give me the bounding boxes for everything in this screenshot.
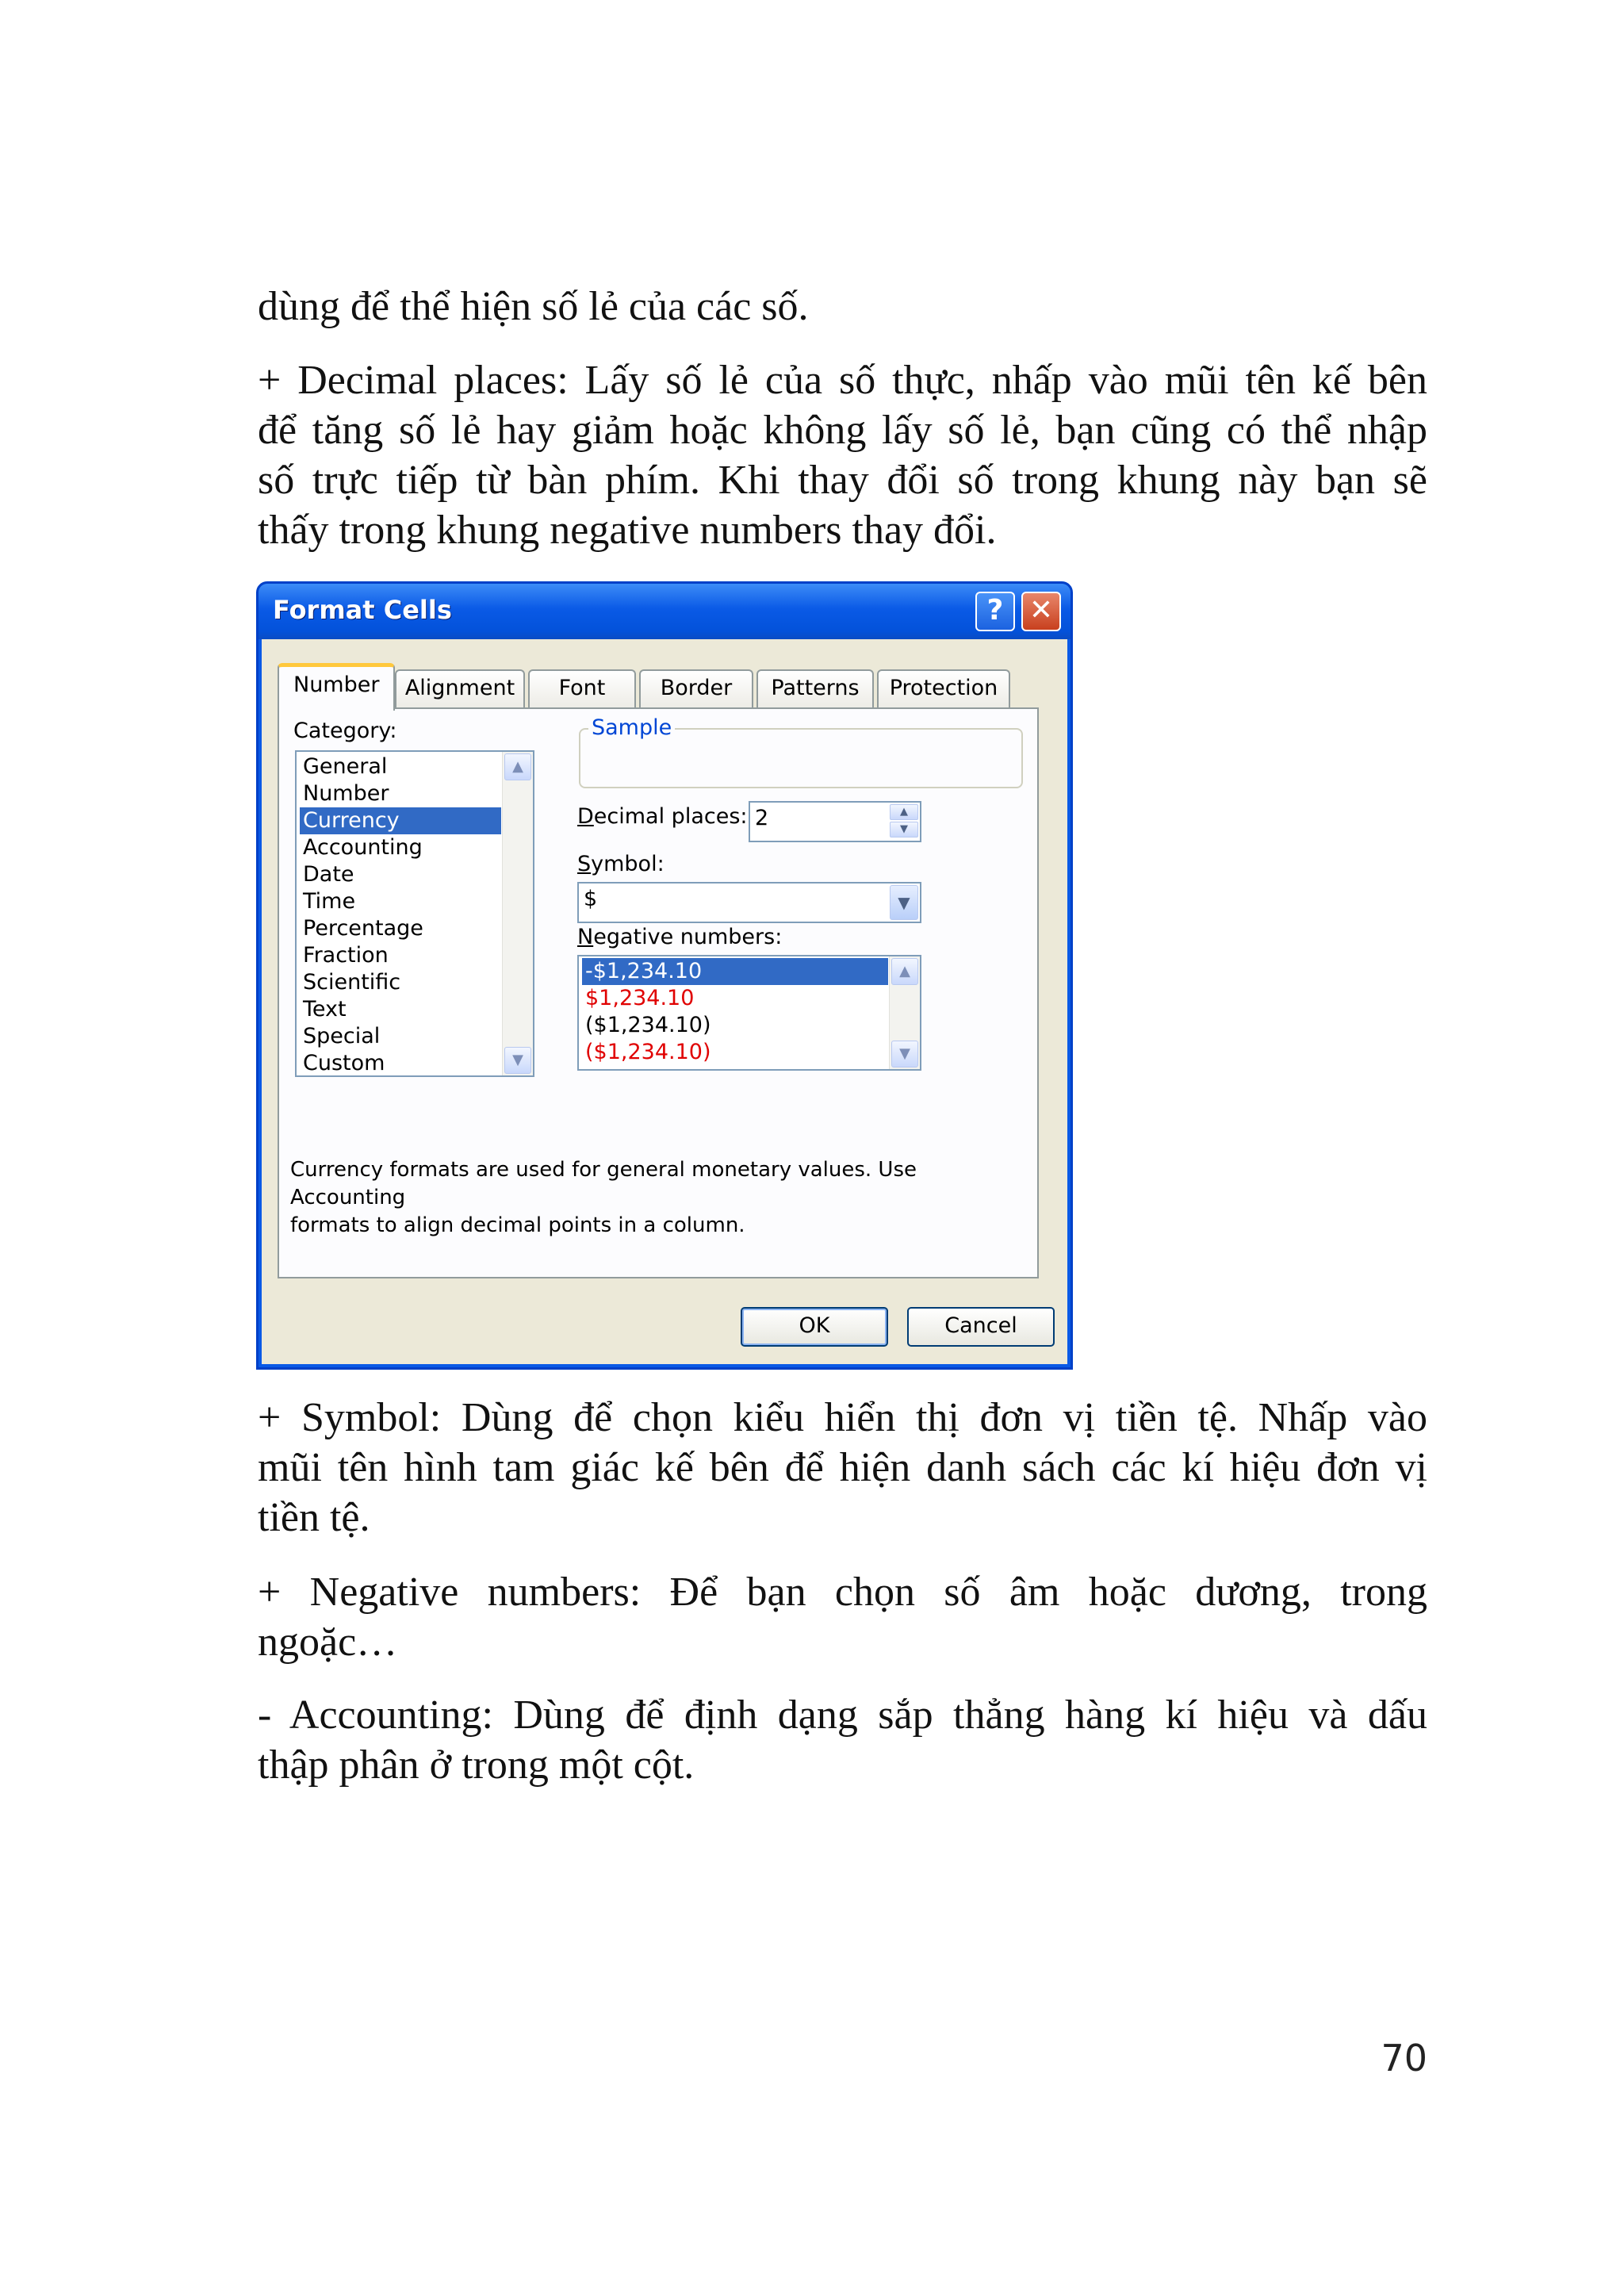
page-number: 70 [1381, 2037, 1427, 2079]
dialog-title-bar[interactable] [259, 584, 1071, 639]
tab-border[interactable]: Border [639, 669, 753, 709]
tab-number[interactable]: Number [278, 663, 395, 711]
tab-alignment[interactable]: Alignment [395, 669, 525, 709]
decimal-places-value: 2 [755, 806, 769, 830]
paragraph-decimal-places [258, 355, 1427, 555]
scroll-up-icon[interactable]: ▲ [891, 958, 918, 985]
category-item-special[interactable]: Special [303, 1024, 381, 1048]
category-item-general[interactable]: General [303, 754, 388, 779]
sample-label: Sample [588, 715, 675, 740]
tab-protection[interactable]: Protection [877, 669, 1010, 709]
paragraph-line: + Negative numbers: Để bạn chọn số âm hoặc dương, trong [258, 1570, 1427, 1615]
negative-numbers-listbox[interactable] [577, 955, 921, 1071]
category-label: Category: [293, 719, 397, 743]
negative-option[interactable]: ($1,234.10) [585, 1040, 711, 1064]
negative-numbers-scrollbar[interactable] [889, 956, 920, 1069]
scroll-down-icon[interactable]: ▼ [891, 1041, 918, 1068]
category-scrollbar[interactable] [502, 752, 533, 1075]
paragraph-line: thập phân ở trong một cột. [258, 1742, 695, 1788]
paragraph-intro [258, 282, 1427, 332]
close-icon[interactable]: ✕ [1021, 592, 1061, 631]
paragraph-line: tiền tệ. [258, 1495, 370, 1540]
paragraph-accounting [258, 1690, 1427, 1790]
paragraph-line: thấy trong khung negative numbers thay đổi. [258, 508, 997, 553]
negative-option[interactable]: $1,234.10 [585, 986, 695, 1010]
scroll-up-icon[interactable]: ▲ [504, 753, 531, 780]
category-item-text[interactable]: Text [303, 997, 347, 1022]
category-item-fraction[interactable]: Fraction [303, 943, 389, 968]
number-tab-panel [278, 707, 1039, 1278]
category-item-time[interactable]: Time [303, 889, 356, 914]
paragraph-line: - Accounting: Dùng để định dạng sắp thẳng hàng kí hiệu và dấu [258, 1692, 1427, 1738]
category-item-number[interactable]: Number [303, 781, 389, 806]
chevron-down-icon[interactable]: ▼ [890, 885, 918, 920]
paragraph-line: + Decimal places: Lấy số lẻ của số thực, nhấp vào mũi tên kế bên [258, 358, 1427, 403]
tab-patterns[interactable]: Patterns [756, 669, 874, 709]
decimal-places-input[interactable] [749, 801, 921, 842]
symbol-value: $ [584, 887, 598, 911]
spin-down-icon[interactable]: ▼ [890, 822, 918, 838]
negative-option[interactable]: ($1,234.10) [585, 1013, 711, 1037]
paragraph-line: số trực tiếp từ bàn phím. Khi thay đổi số trong khung này bạn sẽ [258, 458, 1427, 503]
spin-up-icon[interactable]: ▲ [890, 804, 918, 820]
paragraph-line: để tăng số lẻ hay giảm hoặc không lấy số lẻ, bạn cũng có thể nhập [258, 408, 1427, 453]
dialog-client-area [262, 639, 1067, 1364]
paragraph-line: + Symbol: Dùng để chọn kiểu hiển thị đơn vị tiền tệ. Nhấp vào [258, 1395, 1427, 1440]
paragraph-line: ngoặc… [258, 1619, 398, 1665]
category-item-date[interactable]: Date [303, 862, 354, 887]
description-line: Currency formats are used for general monetary values. Use Accounting [290, 1158, 917, 1209]
ok-button[interactable]: OK [741, 1307, 888, 1347]
symbol-label: Symbol: [577, 852, 665, 876]
paragraph-symbol [258, 1393, 1427, 1543]
dialog-title: Format Cells [273, 595, 452, 625]
tab-font[interactable]: Font [528, 669, 636, 709]
category-item-currency[interactable]: Currency [300, 807, 501, 834]
scroll-down-icon[interactable]: ▼ [504, 1047, 531, 1074]
category-item-custom[interactable]: Custom [303, 1051, 385, 1075]
category-item-accounting[interactable]: Accounting [303, 835, 423, 860]
decimal-places-label: Decimal places: [577, 804, 748, 829]
paragraph-negative-numbers [258, 1567, 1427, 1667]
cancel-button[interactable]: Cancel [907, 1307, 1055, 1347]
format-cells-dialog [256, 581, 1073, 1370]
category-item-scientific[interactable]: Scientific [303, 970, 401, 995]
paragraph-line: dùng để thể hiện số lẻ của các số. [258, 284, 809, 329]
paragraph-line: mũi tên hình tam giác kế bên để hiện danh sách các kí hiệu đơn vị [258, 1445, 1427, 1490]
sample-group [579, 715, 1023, 788]
description-line: formats to align decimal points in a column. [290, 1213, 745, 1237]
format-description [290, 1156, 1036, 1240]
negative-option[interactable]: -$1,234.10 [582, 958, 888, 985]
category-listbox[interactable] [295, 750, 534, 1077]
symbol-dropdown[interactable] [577, 882, 921, 923]
category-item-percentage[interactable]: Percentage [303, 916, 423, 941]
help-icon[interactable]: ? [975, 592, 1015, 631]
negative-numbers-label: Negative numbers: [577, 925, 783, 949]
